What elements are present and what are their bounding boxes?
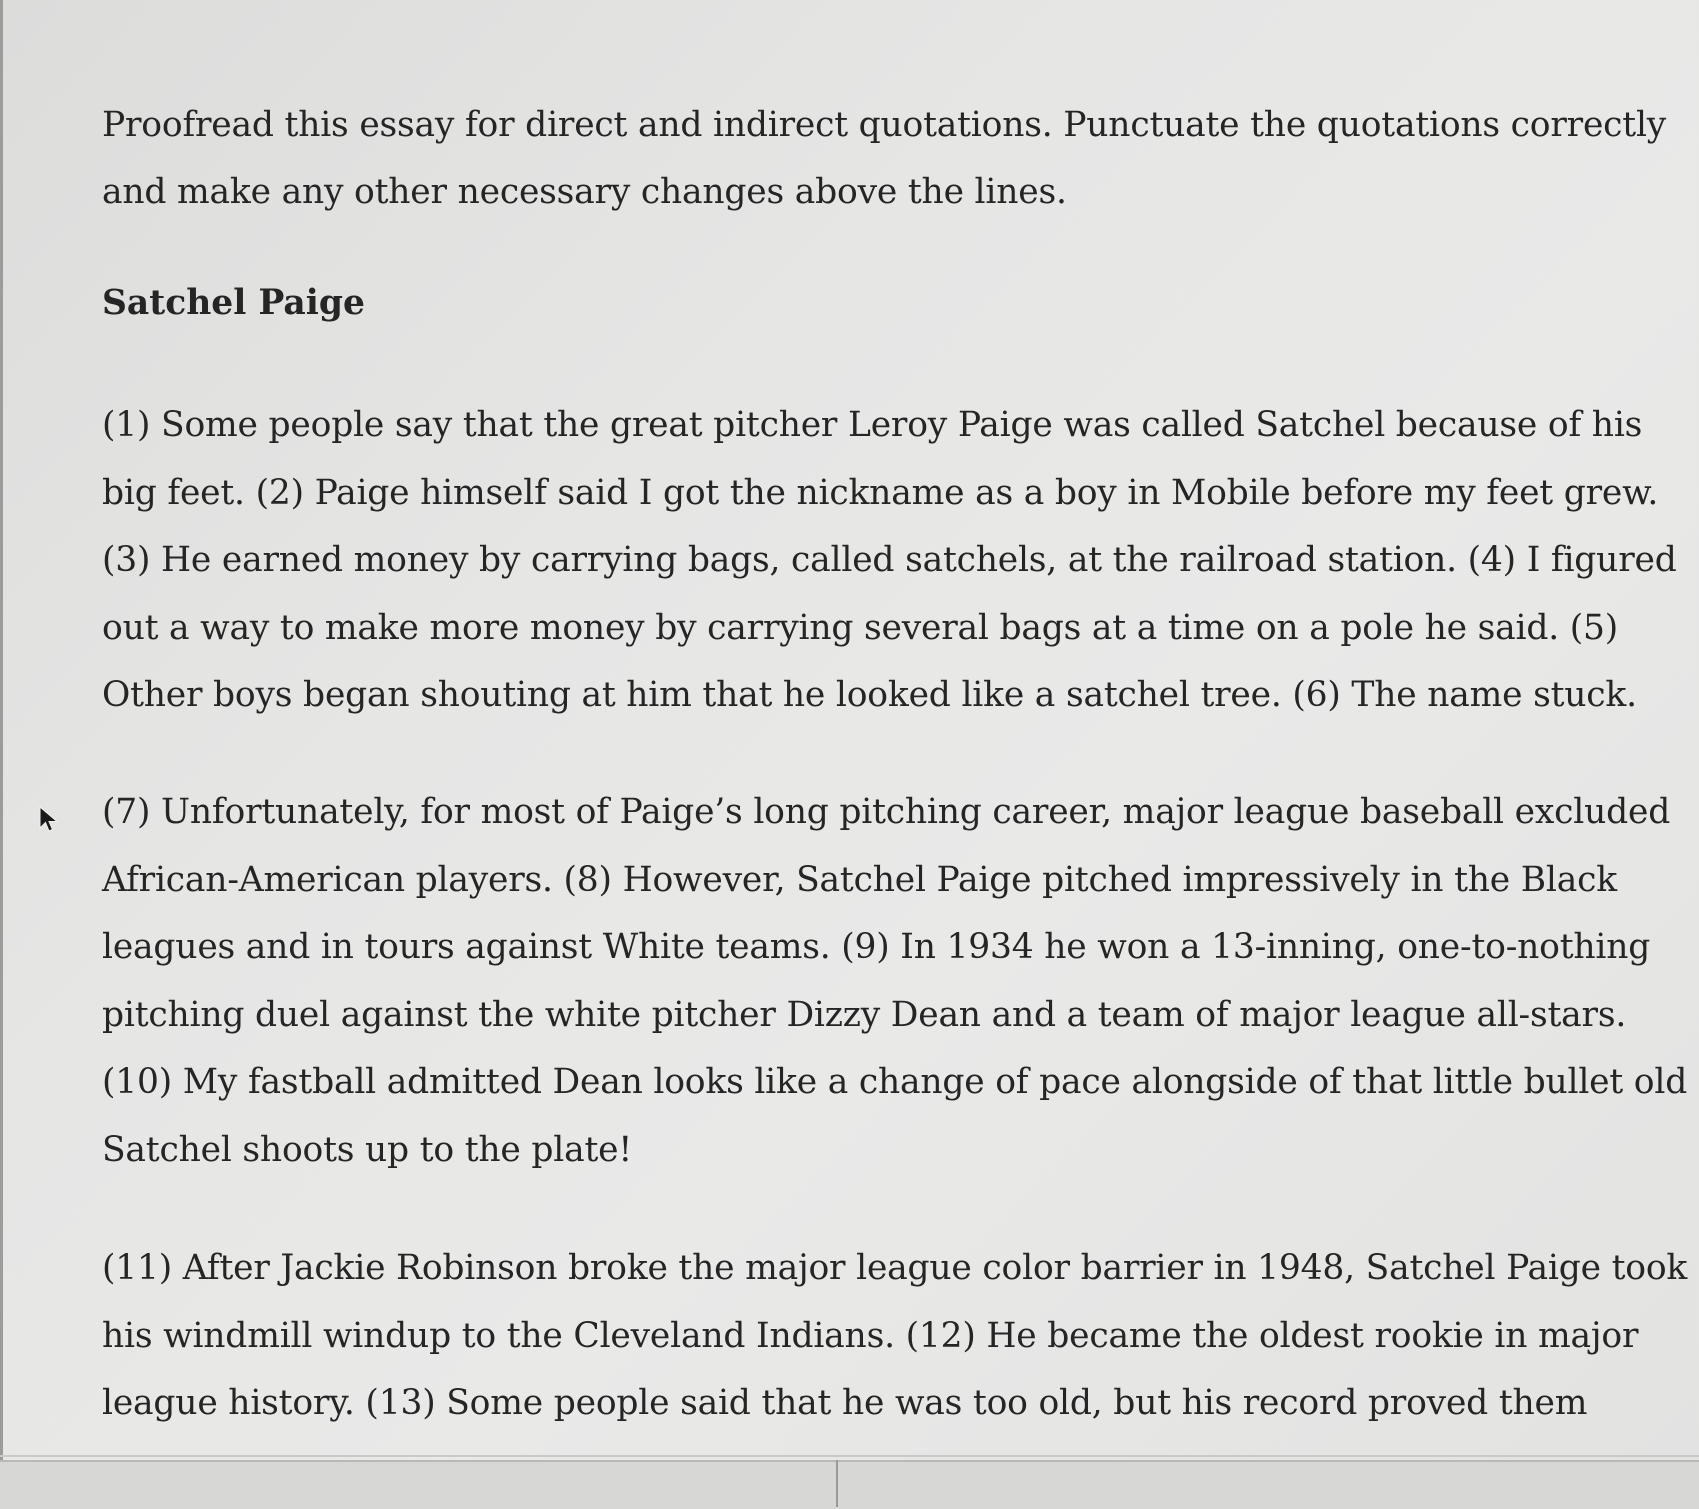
mouse-pointer-icon (38, 806, 60, 834)
paragraph-line: leagues and in tours against White teams. (9) In 1934 he won a 13-inning, one-to-nothing (102, 927, 1651, 967)
paragraph-line: league history. (13) Some people said that he was too old, but his record proved them (102, 1383, 1588, 1423)
page-break-line (0, 1455, 1699, 1457)
instructions (102, 92, 1692, 226)
essay-title: Satchel Paige (102, 283, 365, 323)
paragraph-line: his windmill windup to the Cleveland Indians. (12) He became the oldest rookie in major (102, 1315, 1639, 1356)
paragraph-line: big feet. (2) Paige himself said I got the nickname as a boy in Mobile before my feet grew. (102, 472, 1659, 513)
paragraph-3 (102, 1235, 1692, 1438)
paragraph-line: (7) Unfortunately, for most of Paige’s long pitching career, major league baseball excluded (102, 792, 1671, 832)
instruction-line: Proofread this essay for direct and indirect quotations. Punctuate the quotations correctly (102, 105, 1667, 145)
page-left-edge (0, 0, 3, 1460)
paragraph-line: (1) Some people say that the great pitcher Leroy Paige was called Satchel because of his (102, 405, 1643, 445)
paragraph-line: Other boys began shouting at him that he looked like a satchel tree. (6) The name stuck. (102, 675, 1637, 715)
paragraph-line: Satchel shoots up to the plate! (102, 1129, 632, 1170)
paragraph-line: (10) My fastball admitted Dean looks like a change of pace alongside of that little bullet old (102, 1062, 1688, 1102)
bottom-panel (0, 1460, 1699, 1509)
paragraph-line: pitching duel against the white pitcher Dizzy Dean and a team of major league all-stars. (102, 994, 1627, 1035)
paragraph-line: (3) He earned money by carrying bags, called satchels, at the railroad station. (4) I figured (102, 540, 1677, 580)
instruction-line: and make any other necessary changes above the lines. (102, 172, 1067, 212)
paragraph-2 (102, 779, 1692, 1184)
paragraph-line: (11) After Jackie Robinson broke the major league color barrier in 1948, Satchel Paige took (102, 1248, 1688, 1288)
paragraph-1 (102, 392, 1692, 730)
paragraph-line: African-American players. (8) However, Satchel Paige pitched impressively in the Black (102, 859, 1617, 900)
bottom-panel-divider (836, 1460, 838, 1507)
paragraph-line: out a way to make more money by carrying several bags at a time on a pole he said. (5) (102, 607, 1619, 648)
